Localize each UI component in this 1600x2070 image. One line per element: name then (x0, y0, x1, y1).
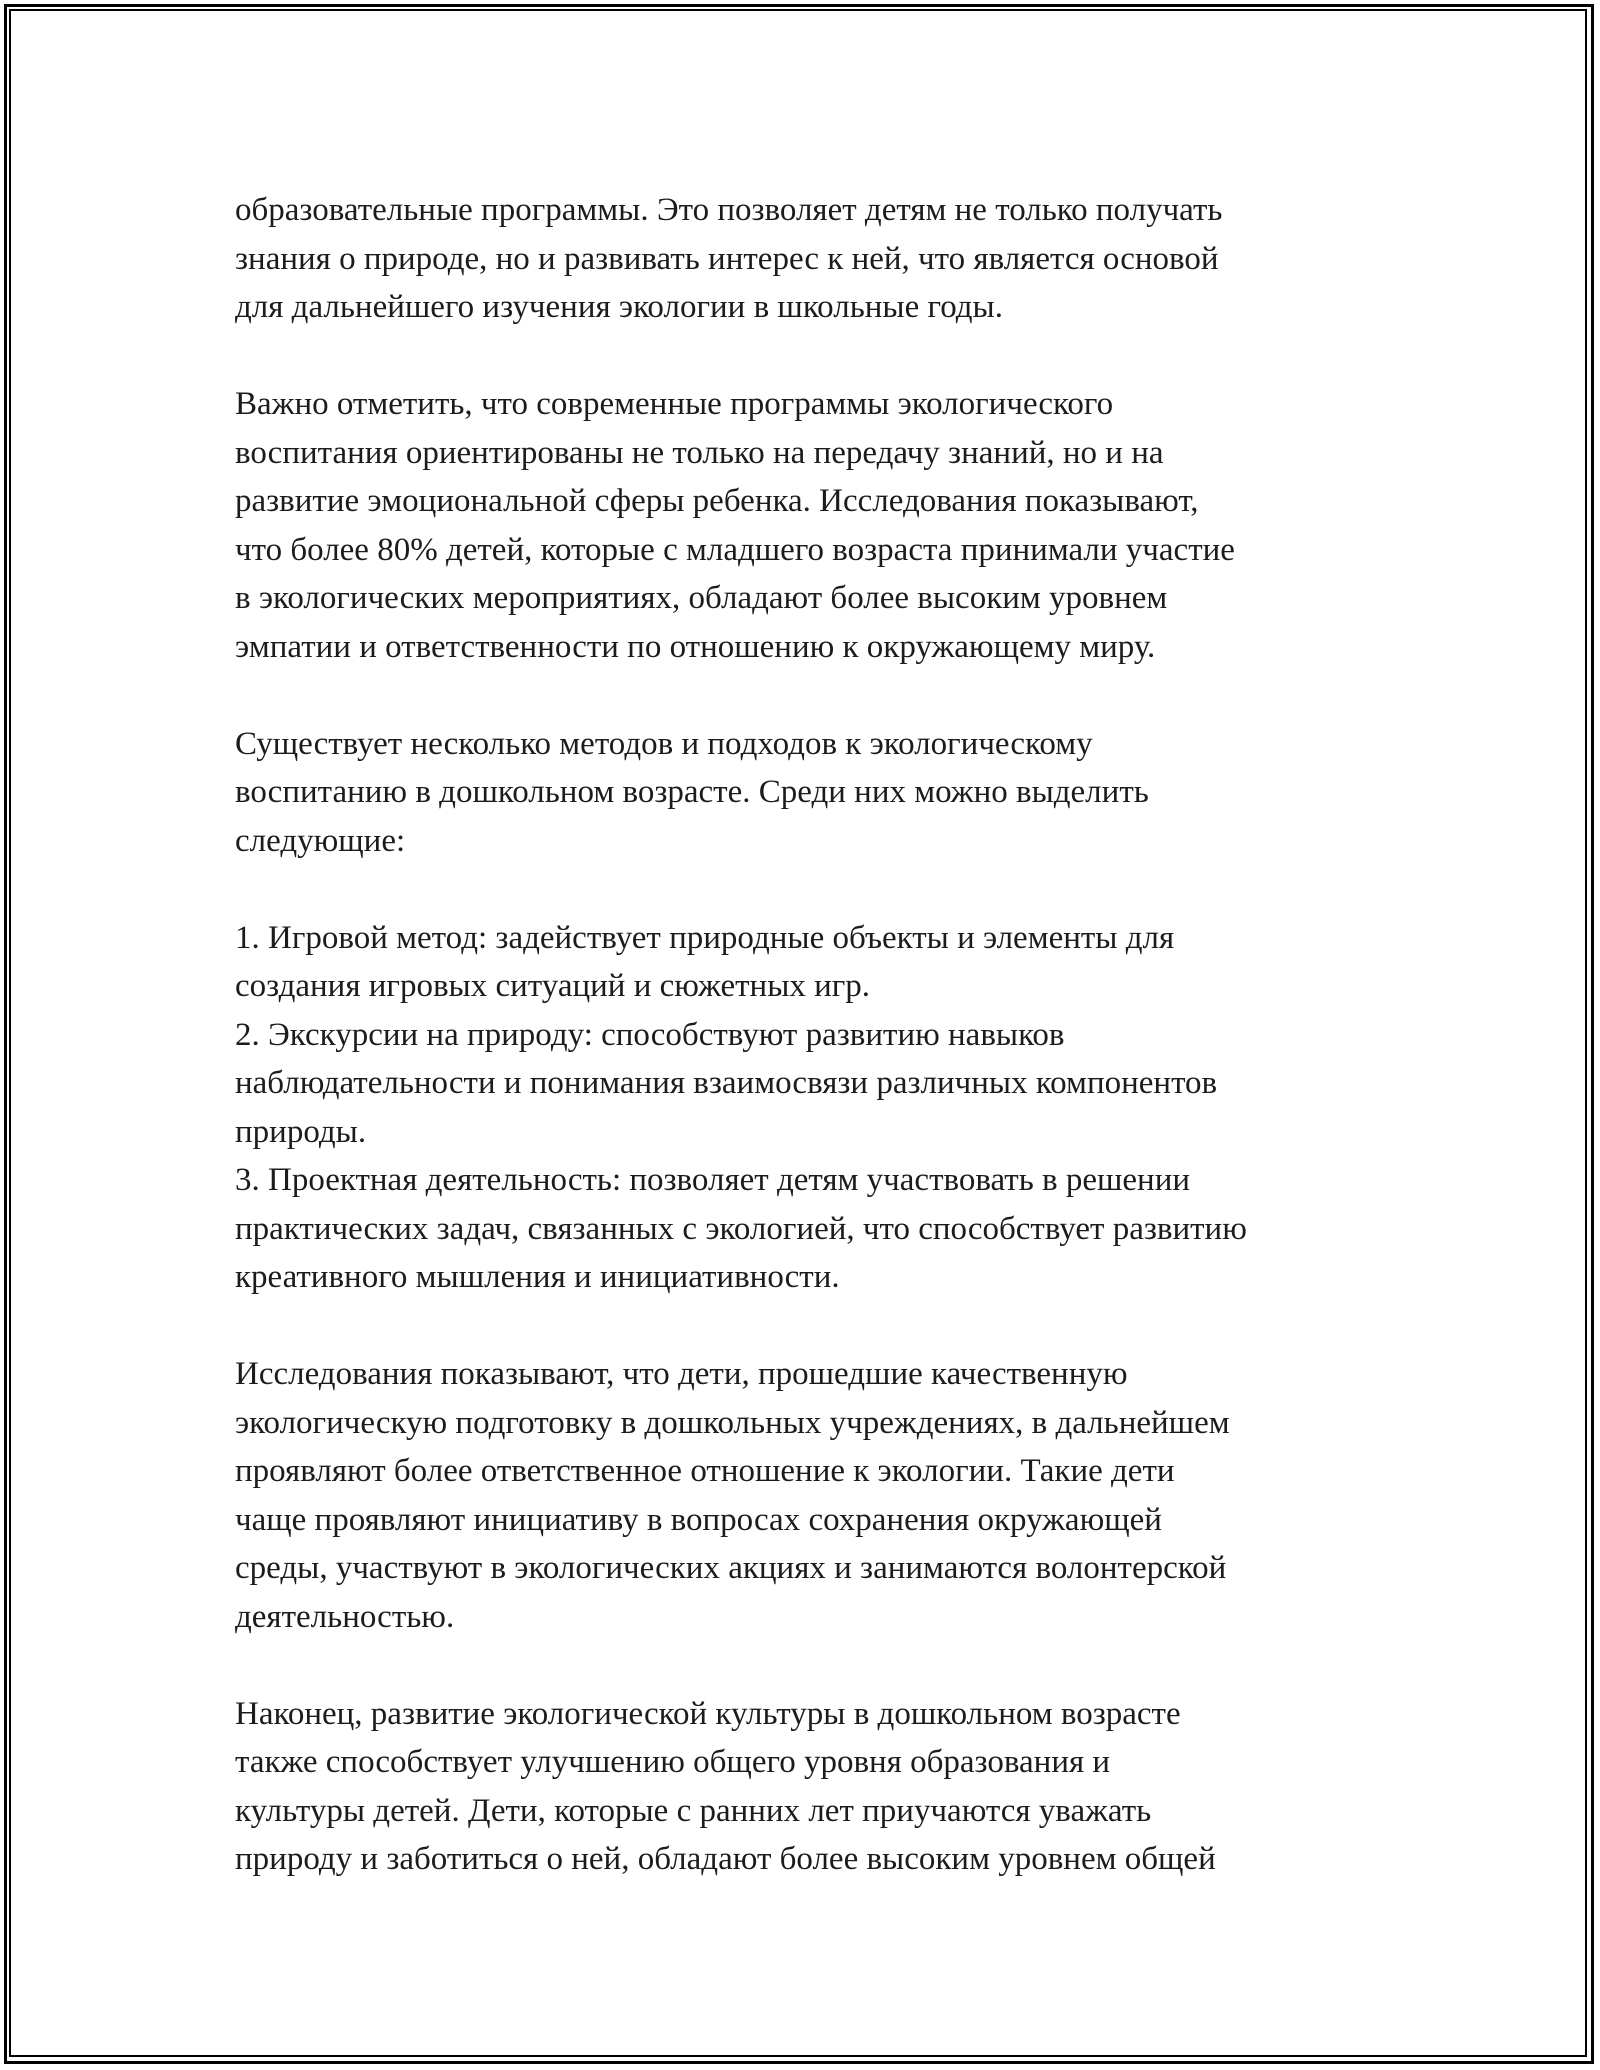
text-line: экологическую подготовку в дошкольных учреждениях, в дальнейшем (235, 1404, 1230, 1441)
text-line: чаще проявляют инициативу в вопросах сохранения окружающей (235, 1501, 1162, 1538)
document-body (235, 186, 1375, 1884)
list-item-line: 1. Игровой метод: задействует природные объекты и элементы для (235, 919, 1175, 956)
text-line: среды, участвуют в экологических акциях и занимаются волонтерской (235, 1550, 1227, 1586)
text-line: для дальнейшего изучения экологии в школьные годы. (235, 289, 1003, 325)
text-line: также способствует улучшению общего уровня образования и (235, 1744, 1111, 1780)
list-item-line: наблюдательности и понимания взаимосвязи различных компонентов (235, 1065, 1218, 1101)
text-line: следующие: (235, 822, 406, 859)
text-line: Исследования показывают, что дети, прошедшие качественную (235, 1356, 1128, 1392)
text-line: Важно отметить, что современные программы экологического (235, 386, 1114, 422)
paragraph-spacer (235, 671, 1375, 720)
text-line: деятельностью. (235, 1598, 455, 1635)
list-item-line: практических задач, связанных с экологией, что способствует развитию (235, 1210, 1247, 1247)
text-line: знания о природе, но и развивать интерес к ней, что является основой (235, 240, 1219, 277)
text-line: проявляют более ответственное отношение к экологии. Такие дети (235, 1453, 1175, 1489)
paragraph-spacer (235, 332, 1375, 381)
text-line: эмпатии и ответственности по отношению к окружающему миру. (235, 628, 1156, 665)
list-item-line: природы. (235, 1113, 367, 1150)
paragraph (235, 1350, 1375, 1641)
text-line: развитие эмоциональной сферы ребенка. Исследования показывают, (235, 483, 1199, 519)
list-item-line: 2. Экскурсии на природу: способствуют развитию навыков (235, 1016, 1065, 1053)
text-line: что более 80% детей, которые с младшего возраста принимали участие (235, 531, 1235, 568)
list-item-line: 3. Проектная деятельность: позволяет детям участвовать в решении (235, 1162, 1191, 1198)
text-line: в экологических мероприятиях, обладают более высоким уровнем (235, 580, 1168, 616)
text-line: воспитанию в дошкольном возрасте. Среди них можно выделить (235, 774, 1149, 810)
paragraph (235, 720, 1375, 866)
paragraph (235, 1690, 1375, 1884)
numbered-list (235, 914, 1375, 1302)
list-item-line: креативного мышления и инициативности. (235, 1259, 840, 1295)
paragraph-spacer (235, 1641, 1375, 1690)
paragraph-spacer (235, 1302, 1375, 1351)
paragraph-spacer (235, 865, 1375, 914)
paragraph (235, 186, 1375, 332)
list-item-line: создания игровых ситуаций и сюжетных игр. (235, 968, 871, 1004)
text-line: образовательные программы. Это позволяет детям не только получать (235, 192, 1223, 228)
text-line: воспитания ориентированы не только на передачу знаний, но и на (235, 434, 1164, 471)
paragraph (235, 380, 1375, 671)
text-line: Наконец, развитие экологической культуры в дошкольном возрасте (235, 1695, 1181, 1732)
text-line: природу и заботиться о ней, обладают более высоким уровнем общей (235, 1841, 1216, 1877)
text-line: культуры детей. Дети, которые с ранних лет приучаются уважать (235, 1792, 1152, 1829)
text-line: Существует несколько методов и подходов к экологическому (235, 725, 1093, 762)
